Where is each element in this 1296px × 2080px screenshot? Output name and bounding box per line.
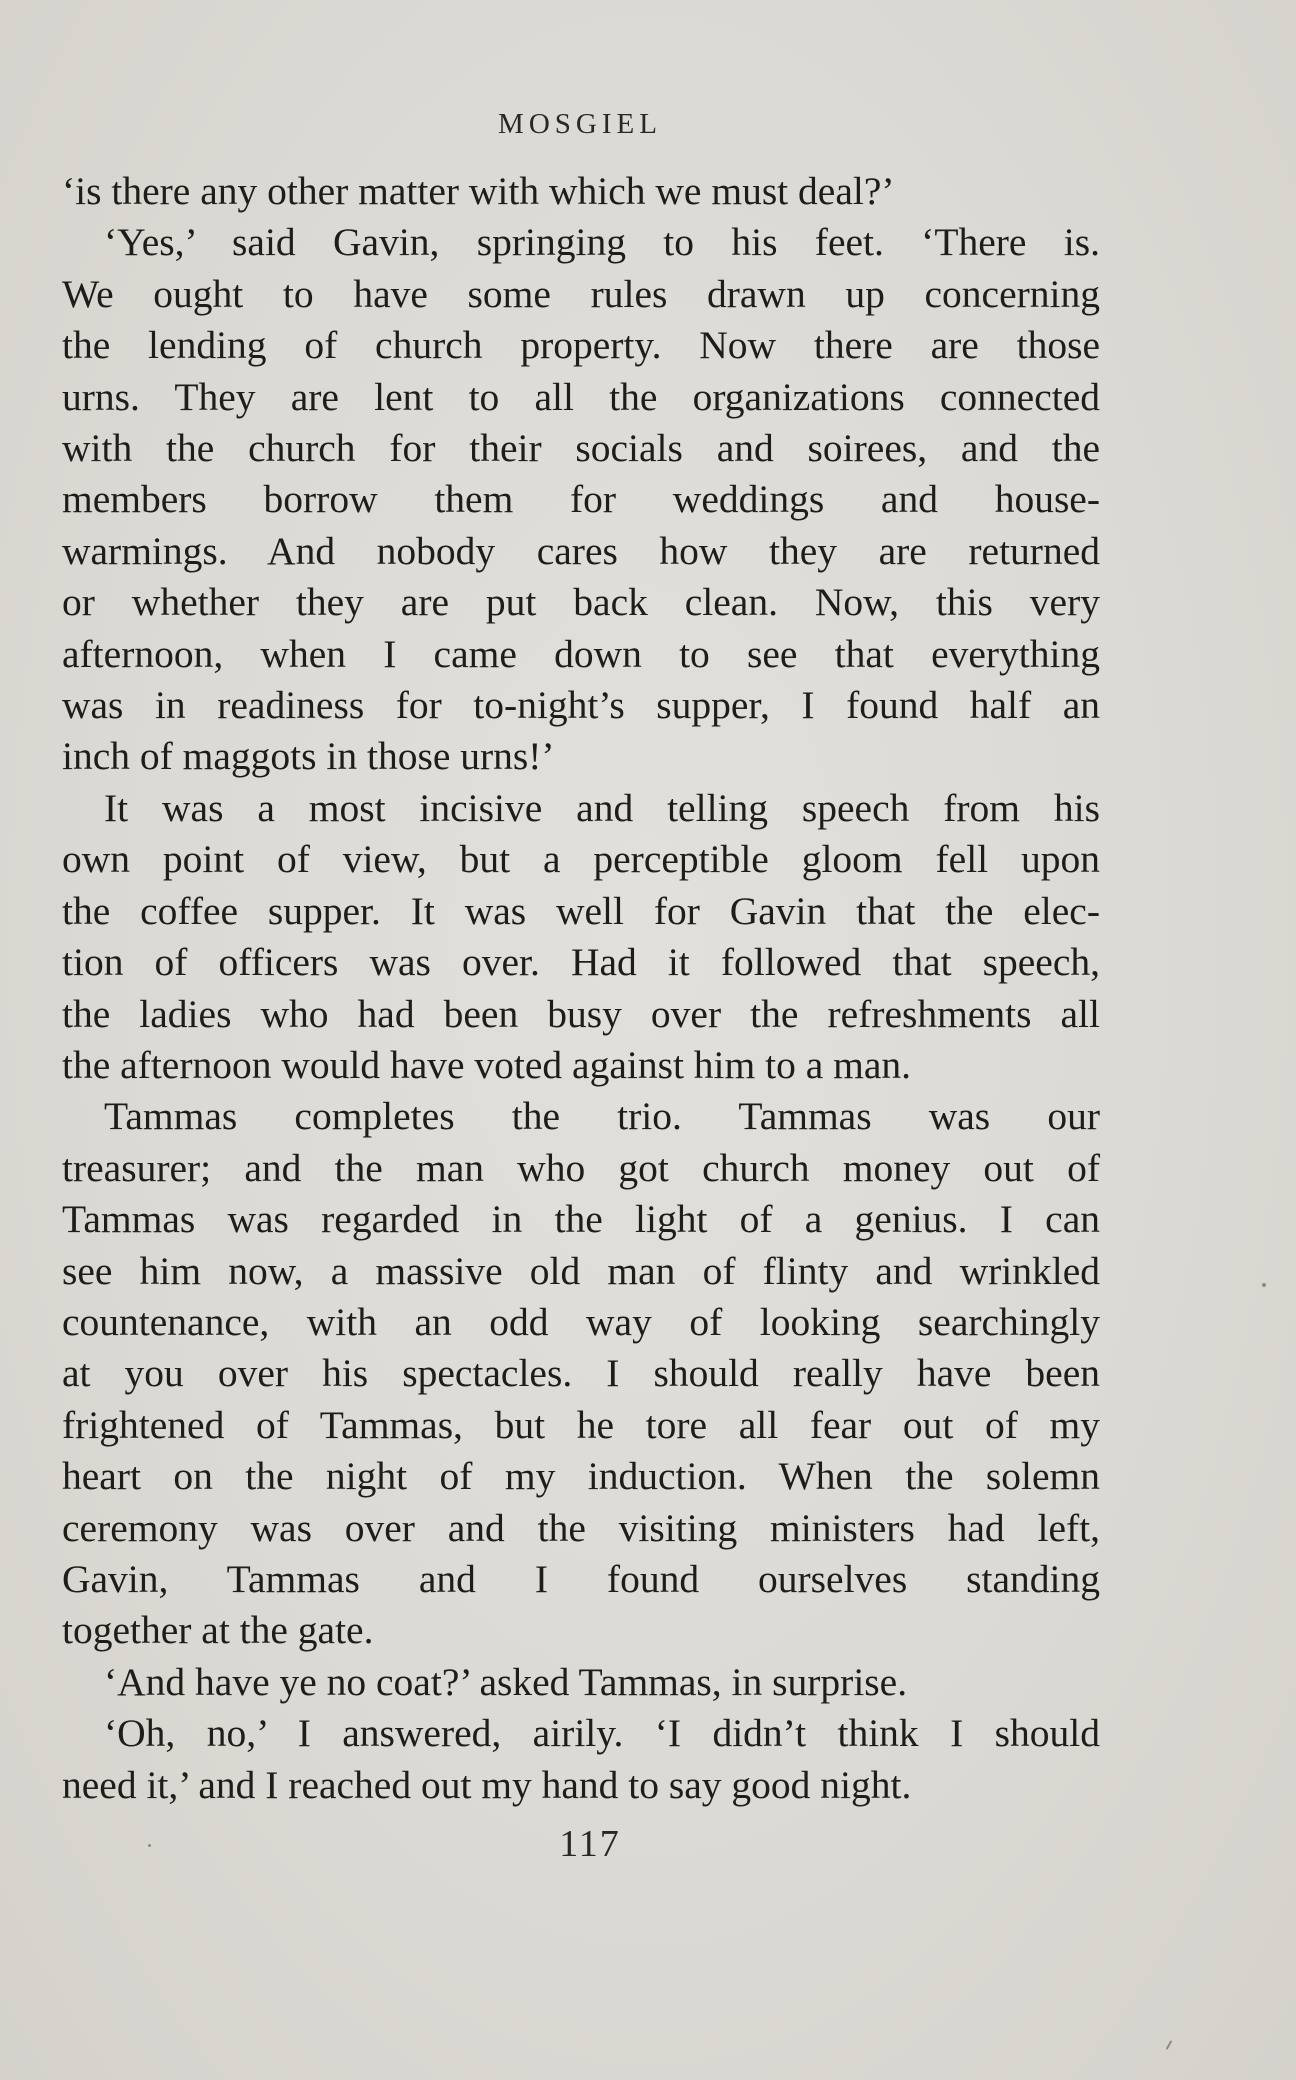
text-line: tion of officers was over. Had it followed that speech, (62, 940, 1100, 985)
text-line: the afternoon would have voted against him to a man. (62, 1042, 912, 1087)
page-number: 117 (559, 1823, 621, 1865)
text-line: afternoon, when I came down to see that everything (62, 631, 1100, 676)
paragraph (62, 1091, 1100, 1656)
body-text (62, 166, 1100, 1811)
paper-speck (1166, 2040, 1173, 2050)
text-line: Tammas completes the trio. Tammas was our (104, 1094, 1100, 1139)
text-line: members borrow them for weddings and house- (62, 477, 1100, 522)
text-line: the coffee supper. It was well for Gavin that the elec- (62, 888, 1100, 933)
text-line: countenance, with an odd way of looking searchingly (62, 1299, 1100, 1344)
text-line: urns. They are lent to all the organizations connected (62, 374, 1100, 419)
text-line: need it,’ and I reached out my hand to say good night. (62, 1762, 912, 1807)
text-line: the ladies who had been busy over the refreshments all (62, 991, 1100, 1036)
text-line: ‘Oh, no,’ I answered, airily. ‘I didn’t think I should (104, 1711, 1100, 1756)
text-line: Gavin, Tammas and I found ourselves standing (62, 1556, 1100, 1601)
paper-speck (148, 1844, 151, 1847)
text-line: the lending of church property. Now there are those (62, 323, 1100, 368)
text-line: We ought to have some rules drawn up concerning (62, 271, 1100, 316)
text-line: frightened of Tammas, but he tore all fear out of my (62, 1402, 1100, 1447)
paragraph (62, 783, 1100, 1091)
text-line: at you over his spectacles. I should really have been (62, 1351, 1100, 1396)
text-line: see him now, a massive old man of flinty and wrinkled (62, 1248, 1100, 1293)
paragraph (62, 217, 1100, 782)
running-head: MOSGIEL (498, 108, 662, 140)
paragraph (62, 1657, 1100, 1708)
text-line: own point of view, but a perceptible gloom fell upon (62, 837, 1100, 882)
text-line: treasurer; and the man who got church money out of (62, 1145, 1100, 1190)
text-line: Tammas was regarded in the light of a genius. I can (62, 1197, 1100, 1242)
text-line: was in readiness for to-night’s supper, I found half an (62, 683, 1100, 728)
text-line: inch of maggots in those urns!’ (62, 734, 555, 779)
text-line: heart on the night of my induction. When the solemn (62, 1454, 1100, 1499)
text-line: ceremony was over and the visiting ministers had left, (62, 1505, 1100, 1550)
paragraph (62, 1708, 1100, 1811)
text-line: together at the gate. (62, 1608, 374, 1653)
text-line: or whether they are put back clean. Now, this very (62, 580, 1100, 625)
paragraph (62, 166, 1100, 217)
text-line: with the church for their socials and soirees, and the (62, 426, 1100, 471)
paper-speck (1262, 1283, 1266, 1287)
text-line: ‘Yes,’ said Gavin, springing to his feet. ‘There is. (104, 220, 1100, 265)
text-line: ‘And have ye no coat?’ asked Tammas, in surprise. (104, 1659, 908, 1704)
text-line: ‘is there any other matter with which we must deal?’ (62, 169, 895, 213)
text-line: It was a most incisive and telling speech from his (104, 785, 1100, 830)
text-line: warmings. And nobody cares how they are returned (62, 528, 1100, 573)
